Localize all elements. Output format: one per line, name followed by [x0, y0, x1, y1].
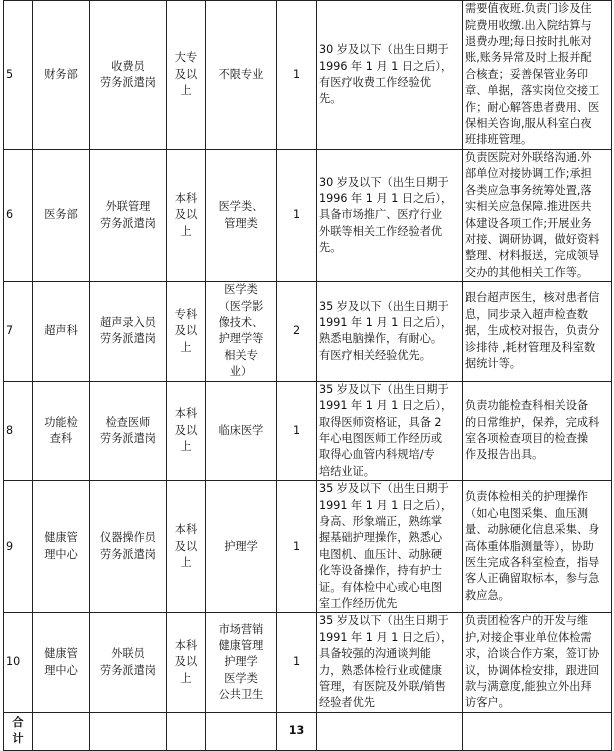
requirements-cell-line: 电图机、血压计、动脉硬: [319, 547, 443, 561]
requirements-cell-line: 1991 年 1 月 1 日之后），: [319, 630, 453, 644]
education-cell-line: 本科: [174, 407, 198, 421]
requirements-cell-line: 取得医师资格证，具备 2: [319, 415, 442, 429]
requirements-cell-line: 经验者优先: [319, 696, 375, 710]
table-row: [4, 282, 612, 381]
department-cell-line: 医务部: [44, 208, 78, 222]
requirements-cell: [317, 150, 463, 282]
headcount-cell: 2: [277, 282, 317, 381]
education-cell: [167, 613, 206, 712]
education-cell-line: 上: [180, 555, 192, 569]
duties-cell-line: 的日常维护，保养，完成科: [465, 415, 600, 429]
headcount-cell: 1: [277, 150, 317, 282]
duties-cell-line: 作；耐心解答患者费用、医: [465, 100, 600, 114]
major-cell-line: 护理学: [224, 539, 258, 553]
department-cell: [33, 1, 90, 150]
major-cell-line: 管理类: [224, 216, 258, 230]
major-cell-line: 医学类、: [218, 200, 264, 214]
duties-cell: [463, 381, 612, 480]
empty-cell: [206, 712, 277, 750]
duties-cell-line: 访客户。: [465, 696, 510, 710]
requirements-cell-line: 1996 年 1 月 1 日之后），: [319, 59, 453, 73]
requirements-cell: [317, 282, 463, 381]
duties-cell-line: 款与满意度,能独立外出拜: [465, 680, 592, 693]
total-count: 13: [277, 712, 317, 750]
major-cell: [206, 613, 277, 712]
requirements-cell-line: 力，熟悉体检行业或健康: [319, 663, 443, 677]
requirements-cell-line: 35 岁及以下（出生日期于: [319, 299, 449, 313]
headcount-cell: 1: [277, 1, 317, 150]
education-cell-line: 本科: [174, 523, 198, 537]
duties-cell-line: 院费用收缴.出入院结算与: [465, 18, 592, 32]
duties-cell-line: 对接、调研协调，做好资料: [465, 233, 600, 247]
duties-cell-line: 负责功能检查科相关设备: [465, 399, 589, 413]
major-cell-line: 市场营销: [218, 622, 264, 636]
duties-cell-line: 负责体检相关的护理操作: [465, 490, 589, 504]
requirements-cell-line: 1991 年 1 月 1 日之后），: [319, 498, 453, 512]
department-cell-line: 健康管: [44, 647, 78, 661]
empty-cell: [90, 712, 167, 750]
position-cell: [90, 481, 167, 613]
duties-cell-line: 求，洽谈合作方案，签订协: [465, 647, 600, 661]
requirements-cell: [317, 481, 463, 613]
duties-cell: [463, 481, 612, 613]
major-cell: [206, 481, 277, 613]
requirements-cell-line: 30 岁及以下（出生日期于: [319, 43, 449, 57]
education-cell-line: 上: [180, 224, 192, 238]
requirements-cell: [317, 381, 463, 480]
table-row: [4, 481, 612, 613]
major-cell: [206, 282, 277, 381]
duties-cell-line: 账,账务异常及时上报并配: [465, 51, 592, 65]
requirements-cell-line: 35 岁及以下（出生日期于: [319, 382, 449, 396]
position-cell-line: 劳务派遣岗: [100, 332, 156, 346]
row-number: 6: [4, 150, 33, 282]
duties-cell-line: 合核查；妥善保管业务印: [465, 67, 589, 81]
position-cell-line: 劳务派遣岗: [100, 547, 156, 561]
requirements-cell-line: 外联等相关工作经验者优: [319, 224, 443, 238]
position-cell-line: 外联员: [111, 647, 145, 661]
education-cell-line: 专科: [174, 307, 198, 321]
position-cell-line: 检查医师: [105, 415, 151, 429]
requirements-cell: [317, 1, 463, 150]
department-cell-line: 功能检: [44, 415, 78, 429]
requirements-cell-line: 先。: [319, 92, 342, 106]
requirements-cell-line: 1991 年 1 月 1 日之后），: [319, 399, 453, 413]
major-cell-line: 公共卫生: [218, 688, 264, 702]
major-cell-line: 相关专: [224, 348, 258, 362]
position-cell-line: 劳务派遣岗: [100, 431, 156, 445]
requirements-cell-line: 取得心血管内科规培/专: [319, 448, 435, 462]
major-cell-line: 医学类: [224, 671, 258, 685]
education-cell-line: 上: [180, 84, 192, 98]
education-cell: [167, 381, 206, 480]
position-cell-line: 超声录入员: [100, 316, 156, 330]
major-cell-line: 临床医学: [218, 423, 264, 437]
duties-cell-line: 整理、材料报送，完成领导: [465, 249, 600, 263]
table-row: [4, 1, 612, 150]
position-cell: [90, 1, 167, 150]
requirements-cell-line: 具备较强的沟通谈判能: [319, 647, 431, 661]
education-cell-line: 及以: [174, 655, 198, 669]
table-body: [4, 1, 612, 751]
department-cell: [33, 150, 90, 282]
requirements-cell-line: 管理，有医院及外联/销售: [319, 680, 446, 693]
row-number: 9: [4, 481, 33, 613]
position-cell-line: 仪器操作员: [100, 531, 156, 545]
position-cell-line: 劳务派遣岗: [100, 76, 156, 89]
requirements-cell-line: 1991 年 1 月 1 日之后），: [319, 316, 453, 330]
duties-cell-line: 退费办理;每日按时扎帐对: [465, 34, 592, 48]
requirements-cell-line: 先。: [319, 241, 342, 255]
duties-cell-line: 负责团检客户的开发与维: [465, 614, 589, 628]
education-cell-line: 上: [180, 671, 192, 685]
duties-cell-line: 保相关咨询,服从科室白夜: [465, 117, 592, 131]
duties-cell-line: 作及报告出具。: [465, 448, 544, 462]
requirements-cell-line: 身高、形象端正，熟练掌: [319, 514, 443, 528]
position-cell-line: 劳务派遣岗: [100, 216, 156, 230]
education-cell: [167, 1, 206, 150]
duties-cell-line: 各类应急事务统筹处置,落: [465, 183, 592, 197]
total-label-char: 合: [12, 715, 24, 729]
position-cell: [90, 282, 167, 381]
duties-cell-line: 高体重体脂测量等），协助: [465, 539, 594, 553]
duties-cell-line: 医生完成各科室检查，指导: [465, 555, 600, 569]
duties-cell: [463, 613, 612, 712]
duties-cell-line: 章、单据，落实岗位交接工: [465, 84, 600, 98]
major-cell-line: 健康管理: [218, 638, 264, 652]
requirements-cell-line: 35 岁及以下（出生日期于: [319, 482, 449, 496]
table-row: [4, 150, 612, 282]
position-cell-line: 劳务派遣岗: [100, 663, 156, 677]
duties-cell-line: 班排班管理。: [465, 133, 533, 147]
department-cell: [33, 381, 90, 480]
education-cell: [167, 282, 206, 381]
requirements-cell-line: 有医疗相关经验优先。: [319, 348, 431, 362]
row-number: 5: [4, 1, 33, 150]
recruitment-table: [3, 0, 612, 751]
education-cell-line: 及以: [174, 539, 198, 553]
requirements-cell-line: 握基础护理操作，熟悉心: [319, 531, 443, 545]
education-cell: [167, 481, 206, 613]
education-cell-line: 上: [180, 440, 192, 454]
empty-cell: [167, 712, 206, 750]
duties-cell-line: （如心电图采集、血压测: [465, 506, 589, 520]
requirements-cell-line: 有医疗收费工作经验优: [319, 76, 431, 89]
major-cell-line: 医学类: [224, 283, 258, 297]
education-cell-line: 及以: [174, 324, 198, 338]
empty-cell: [317, 712, 463, 750]
duties-cell: [463, 1, 612, 150]
major-cell: [206, 381, 277, 480]
department-cell: [33, 282, 90, 381]
duties-cell-line: 量、动脉硬化信息采集、身: [465, 523, 600, 537]
position-cell: [90, 150, 167, 282]
total-label: [4, 712, 33, 750]
duties-cell-line: 据，生成校对报告，负责分: [465, 324, 600, 338]
row-number: 7: [4, 282, 33, 381]
major-cell-line: 不限专业: [218, 67, 264, 81]
duties-cell-line: 跟台超声医生，核对患者信: [465, 291, 600, 305]
requirements-cell-line: 35 岁及以下（出生日期于: [319, 614, 449, 628]
duties-cell-line: 体建设各项工作;开展业务: [465, 216, 592, 230]
duties-cell-line: 诊排待 ,耗材管理及科室数: [465, 340, 596, 354]
row-number: 8: [4, 381, 33, 480]
total-label-char: 计: [12, 732, 24, 746]
headcount-cell: 1: [277, 613, 317, 712]
major-cell: [206, 1, 277, 150]
requirements-cell-line: 化等设备操作，持有护士: [319, 564, 443, 578]
major-cell: [206, 150, 277, 282]
headcount-cell: 1: [277, 481, 317, 613]
major-cell-line: 护理学: [224, 655, 258, 669]
position-cell: [90, 613, 167, 712]
table-row: [4, 613, 612, 712]
duties-cell-line: 部单位对接协调工作;承担: [465, 167, 592, 181]
education-cell-line: 及以: [174, 208, 198, 222]
row-number: 10: [4, 613, 33, 712]
education-cell-line: 本科: [174, 638, 198, 652]
requirements-cell-line: 熟悉电脑操作，有耐心。: [319, 332, 443, 346]
department-cell: [33, 613, 90, 712]
duties-cell-line: 息，同步录入超声检查数: [465, 307, 589, 321]
department-cell-line: 财务部: [44, 67, 78, 81]
headcount-cell: 1: [277, 381, 317, 480]
education-cell-line: 及以: [174, 423, 198, 437]
requirements-cell-line: 室工作经历优先: [319, 596, 398, 610]
requirements-cell-line: 年心电图医师工作经历或: [319, 431, 443, 445]
position-cell: [90, 381, 167, 480]
education-cell: [167, 150, 206, 282]
department-cell-line: 理中心: [44, 663, 78, 677]
department-cell-line: 健康管: [44, 531, 78, 545]
duties-cell-line: 需要值夜班.负责门诊及住: [465, 2, 592, 16]
duties-cell-line: 救应急。: [465, 588, 510, 602]
duties-cell: [463, 150, 612, 282]
major-cell-line: 像技术、: [218, 316, 264, 330]
major-cell-line: （医学影: [218, 299, 264, 313]
requirements-cell-line: 培结业证。: [319, 464, 375, 478]
duties-cell-line: 议，协调体检安排，跟进回: [465, 663, 600, 677]
empty-cell: [33, 712, 90, 750]
requirements-cell-line: 具备市场推广、医疗行业: [319, 208, 443, 222]
empty-cell: [463, 712, 612, 750]
department-cell: [33, 481, 90, 613]
requirements-cell-line: 证。有体检中心或心电图: [319, 580, 443, 594]
major-cell-line: 护理学等: [218, 332, 264, 346]
education-cell-line: 大专: [174, 51, 198, 65]
requirements-cell-line: 1996 年 1 月 1 日之后），: [319, 192, 453, 206]
duties-cell-line: 实相关应急保障.推进医共: [465, 200, 592, 214]
total-row: [4, 712, 612, 750]
position-cell-line: 外联管理: [105, 200, 151, 214]
education-cell-line: 本科: [174, 192, 198, 206]
duties-cell-line: 室各项检查项目的检查操: [465, 431, 589, 445]
table-row: [4, 381, 612, 480]
duties-cell-line: 护,对接企事业单位体检需: [465, 630, 592, 644]
major-cell-line: 业）: [229, 365, 253, 379]
requirements-cell-line: 30 岁及以下（出生日期于: [319, 175, 449, 189]
position-cell-line: 收费员: [111, 59, 145, 73]
duties-cell-line: 客人正确留取标本，参与急: [465, 572, 600, 586]
department-cell-line: 理中心: [44, 547, 78, 561]
duties-cell-line: 负责医院对外联络沟通.外: [465, 151, 592, 164]
department-cell-line: 查科: [49, 431, 73, 445]
education-cell-line: 及以: [174, 67, 198, 81]
duties-cell: [463, 282, 612, 381]
duties-cell-line: 据统计等。: [465, 357, 521, 371]
department-cell-line: 超声科: [44, 324, 78, 338]
education-cell-line: 上: [180, 340, 192, 354]
requirements-cell: [317, 613, 463, 712]
duties-cell-line: 交办的其他相关工作等。: [465, 265, 589, 279]
